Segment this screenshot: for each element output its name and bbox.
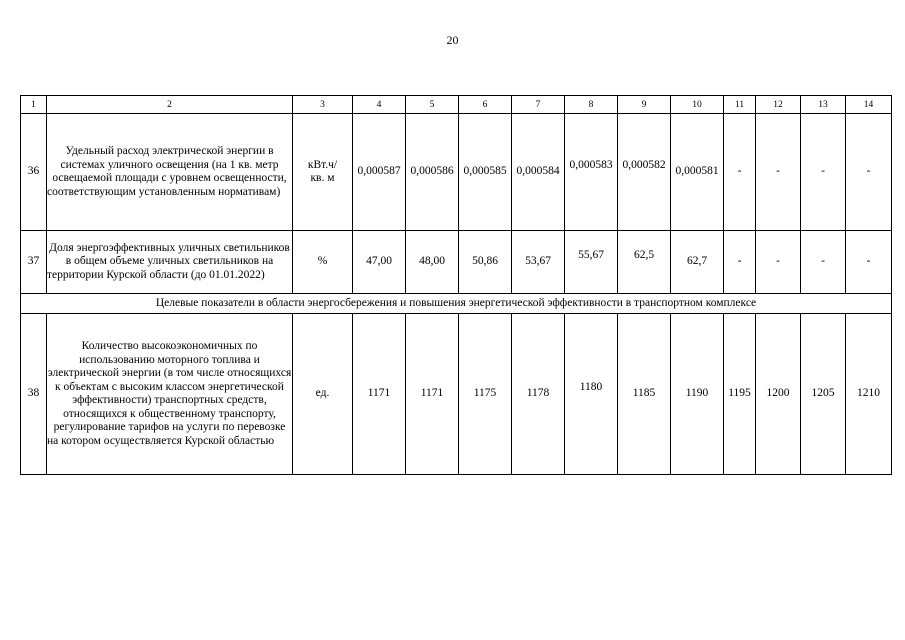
section-title: Целевые показатели в области энергосбережения и повышения энергетической эффективности в транспортном комплексе [21,294,892,314]
value-cell: 47,00 [353,231,406,294]
value-cell: 0,000585 [459,114,512,231]
header-cell: 14 [846,96,892,114]
value-cell: 0,000583 [565,114,618,231]
value-cell: 55,67 [565,231,618,294]
row-number: 37 [21,231,47,294]
value-cell: - [756,231,801,294]
value-cell: 1171 [353,314,406,475]
value-cell: 1190 [671,314,724,475]
value-cell: 1185 [618,314,671,475]
header-cell: 13 [801,96,846,114]
value-cell: - [756,114,801,231]
value-cell: 1200 [756,314,801,475]
value-cell: 1178 [512,314,565,475]
header-cell: 9 [618,96,671,114]
value-cell: 62,7 [671,231,724,294]
page-number: 20 [446,33,459,47]
value-cell: - [724,114,756,231]
value-cell: 0,000584 [512,114,565,231]
indicators-table [20,95,892,475]
value-cell: 1171 [406,314,459,475]
value-cell: - [801,231,846,294]
unit-cell: ед. [293,314,353,475]
header-cell: 3 [293,96,353,114]
indicator-name: Удельный расход электрической энергии в системах уличного освещения (на 1 кв. метр освещаемой площади с уровнем освещенности, соответствующим установленным нормативам) [47,114,293,231]
value-cell: 0,000586 [406,114,459,231]
value-cell: 1205 [801,314,846,475]
value-cell: 50,86 [459,231,512,294]
header-cell: 11 [724,96,756,114]
value-cell: 1195 [724,314,756,475]
value-cell: 48,00 [406,231,459,294]
indicator-name: Количество высокоэкономичных по использованию моторного топлива и электрической энергии (в том числе относящихся к объектам с высоким классом энергетической эффективности) транспортных средств, относящихся к общественному транспорту, регулирование тарифов на услуги по перевозке на котором осуществляется Курской областью [47,314,293,475]
unit-cell: кВт.ч/ кв. м [293,114,353,231]
header-cell: 1 [21,96,47,114]
header-cell: 12 [756,96,801,114]
table-row [21,114,892,231]
value-cell: - [801,114,846,231]
header-cell: 4 [353,96,406,114]
header-cell: 2 [47,96,293,114]
value-cell: 1180 [565,314,618,475]
value-cell: 53,67 [512,231,565,294]
table-row [21,314,892,475]
value-cell: 0,000581 [671,114,724,231]
header-cell: 5 [406,96,459,114]
value-cell: 62,5 [618,231,671,294]
value-cell: - [724,231,756,294]
indicator-name: Доля энергоэффективных уличных светильников в общем объеме уличных светильников на территории Курской области (до 01.01.2022) [47,231,293,294]
value-cell: 1175 [459,314,512,475]
value-cell: - [846,231,892,294]
header-cell: 8 [565,96,618,114]
value-cell: 1210 [846,314,892,475]
value-cell: 0,000582 [618,114,671,231]
column-number-row [21,96,892,114]
header-cell: 7 [512,96,565,114]
table-row [21,231,892,294]
value-cell: 0,000587 [353,114,406,231]
unit-cell: % [293,231,353,294]
header-cell: 10 [671,96,724,114]
value-cell: - [846,114,892,231]
header-cell: 6 [459,96,512,114]
section-row [21,294,892,314]
row-number: 36 [21,114,47,231]
row-number: 38 [21,314,47,475]
